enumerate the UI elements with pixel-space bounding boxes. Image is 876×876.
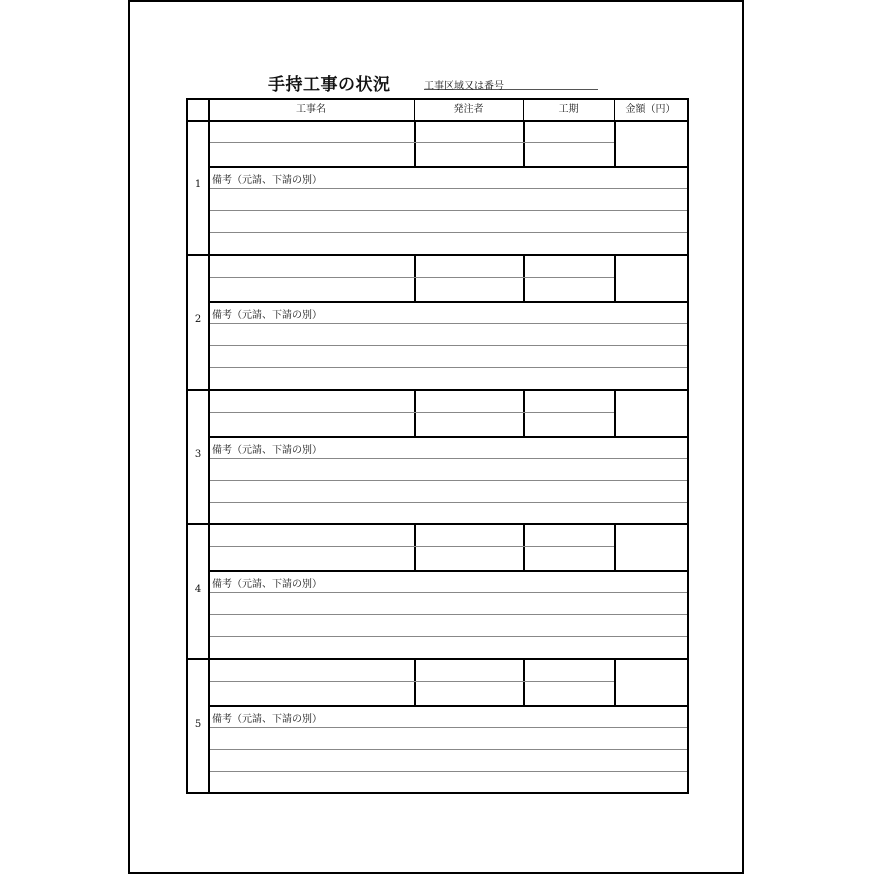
remark-rule: [210, 749, 687, 750]
entry-divider: [188, 389, 687, 391]
remark-divider: [208, 436, 687, 438]
entry-divider: [188, 254, 687, 256]
entry-col-divider: [523, 660, 525, 705]
entry-inner-rule: [210, 681, 614, 682]
remark-rule: [210, 210, 687, 211]
remark-rule: [210, 480, 687, 481]
entry-divider: [188, 523, 687, 525]
entry-col-divider: [614, 525, 616, 570]
entry-col-divider: [414, 121, 416, 166]
entry-number: 3: [194, 449, 202, 460]
remark-rule: [210, 458, 687, 459]
entry-col-divider: [414, 256, 416, 301]
construction-status-table: [186, 98, 689, 794]
remark-rule: [210, 323, 687, 324]
remark-divider: [208, 570, 687, 572]
entry-col-divider: [414, 525, 416, 570]
entry-inner-rule: [210, 277, 614, 278]
entry-col-divider: [614, 391, 616, 436]
entry-inner-rule: [210, 546, 614, 547]
entry-col-divider: [523, 256, 525, 301]
header-construction-name: 工事名: [296, 104, 326, 115]
entry-inner-rule: [210, 142, 614, 143]
remark-rule: [210, 771, 687, 772]
remark-rule: [210, 592, 687, 593]
entry-col-divider: [614, 121, 616, 166]
entry-remark-label: 備考（元請、下請の別）: [212, 579, 322, 591]
remark-rule: [210, 367, 687, 368]
entry-remark-label: 備考（元請、下請の別）: [212, 309, 322, 321]
document-title: 手持工事の状況: [268, 75, 391, 95]
header-period: 工期: [558, 104, 579, 115]
remark-divider: [208, 301, 687, 303]
entry-remark-label: 備考（元請、下請の別）: [212, 175, 322, 186]
entry-number: 1: [194, 179, 202, 191]
entry-col-divider: [523, 525, 525, 570]
remark-rule: [210, 636, 687, 637]
entry-remark-label: 備考（元請、下請の別）: [212, 444, 322, 456]
remark-rule: [210, 614, 687, 615]
entry-number: 2: [194, 314, 202, 326]
entry-col-divider: [414, 660, 416, 705]
remark-rule: [210, 188, 687, 189]
entry-inner-rule: [210, 412, 614, 413]
header-amount: 金額（円）: [625, 104, 676, 115]
header-col-divider: [414, 100, 415, 120]
header-col-divider: [614, 100, 615, 120]
entry-col-divider: [614, 256, 616, 301]
remark-rule: [210, 345, 687, 346]
remark-divider: [208, 705, 687, 707]
remark-rule: [210, 502, 687, 503]
remark-rule: [210, 727, 687, 728]
entry-col-divider: [523, 121, 525, 166]
remark-divider: [208, 166, 687, 168]
header-divider: [188, 120, 687, 122]
entry-divider: [188, 658, 687, 660]
header-client: 発注者: [453, 104, 484, 115]
number-column-divider: [208, 100, 210, 792]
remark-rule: [210, 232, 687, 233]
entry-number: 5: [194, 718, 202, 730]
header-col-divider: [523, 100, 524, 120]
entry-col-divider: [414, 391, 416, 436]
region-number-field[interactable]: 工事区域又は番号: [424, 77, 598, 90]
entry-col-divider: [614, 660, 616, 705]
entry-remark-label: 備考（元請、下請の別）: [212, 714, 322, 726]
entry-col-divider: [523, 391, 525, 436]
entry-number: 4: [194, 583, 202, 595]
